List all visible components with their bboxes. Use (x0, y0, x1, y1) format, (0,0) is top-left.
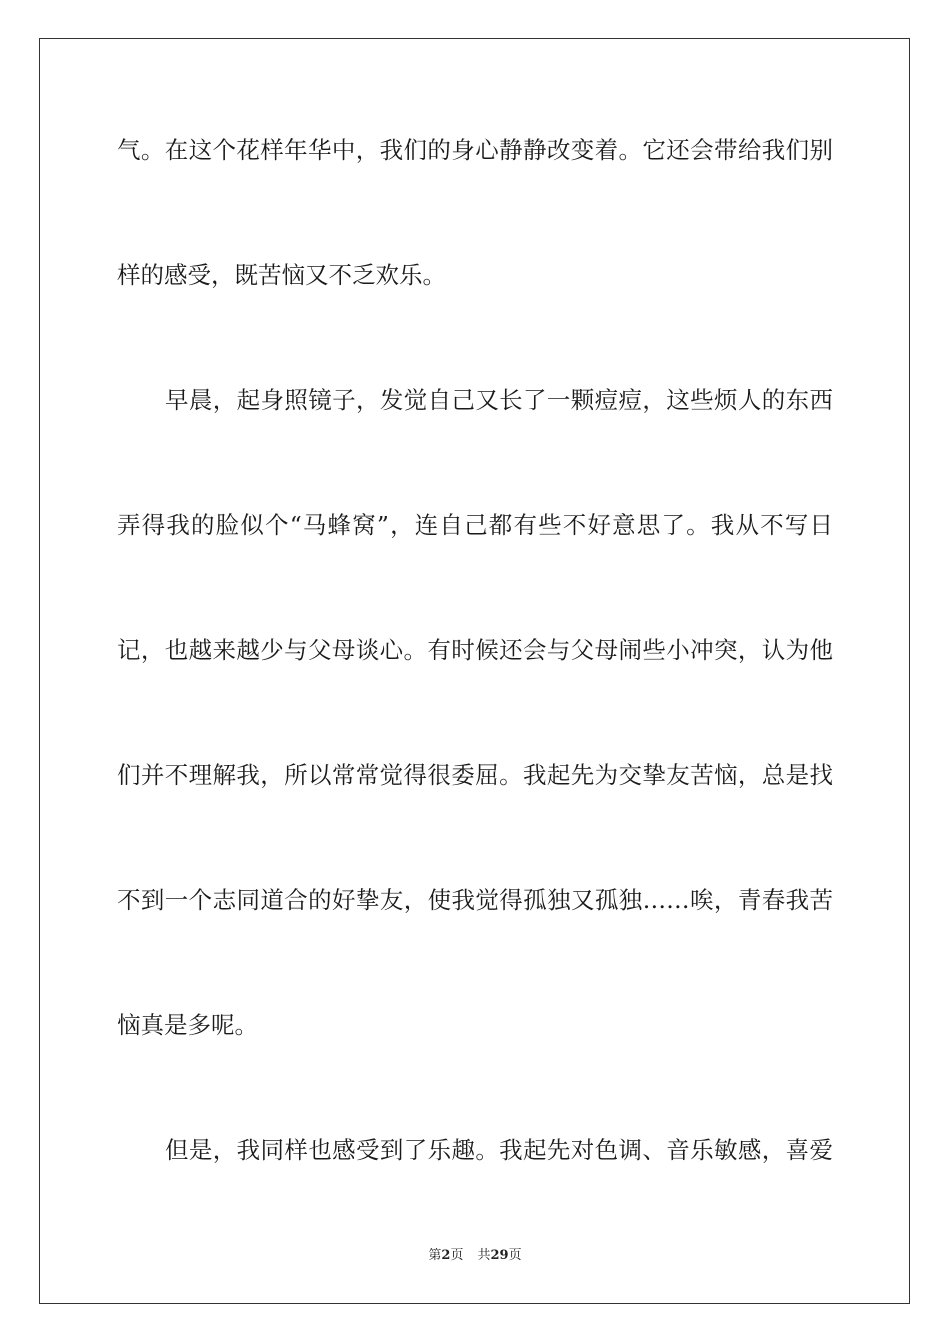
text-line: 记，也越来越少与父母谈心。有时候还会与父母闹些小冲突，认为他 (117, 636, 833, 664)
page-footer (0, 1247, 950, 1265)
paragraph-start-line: 但是，我同样也感受到了乐趣。我起先对色调、音乐敏感，喜爱 (165, 1136, 833, 1164)
total-pages-label: 共29页 (477, 1248, 522, 1263)
text-line: 弄得我的脸似个“马蜂窝”，连自己都有些不好意思了。我从不写日 (117, 511, 833, 539)
page-number-label: 第2页 (428, 1248, 464, 1263)
text-line: 不到一个志同道合的好挚友，使我觉得孤独又孤独……唉，青春我苦 (117, 886, 833, 914)
paragraph-start-line: 早晨，起身照镜子，发觉自己又长了一颗痘痘，这些烦人的东西 (165, 386, 833, 414)
page-border (39, 38, 910, 1304)
text-line: 样的感受，既苦恼又不乏欢乐。 (117, 261, 446, 289)
text-line: 气。在这个花样年华中，我们的身心静静改变着。它还会带给我们别 (117, 136, 833, 164)
text-line: 恼真是多呢。 (117, 1011, 258, 1039)
text-line: 们并不理解我，所以常常觉得很委屈。我起先为交挚友苦恼，总是找 (117, 761, 833, 789)
